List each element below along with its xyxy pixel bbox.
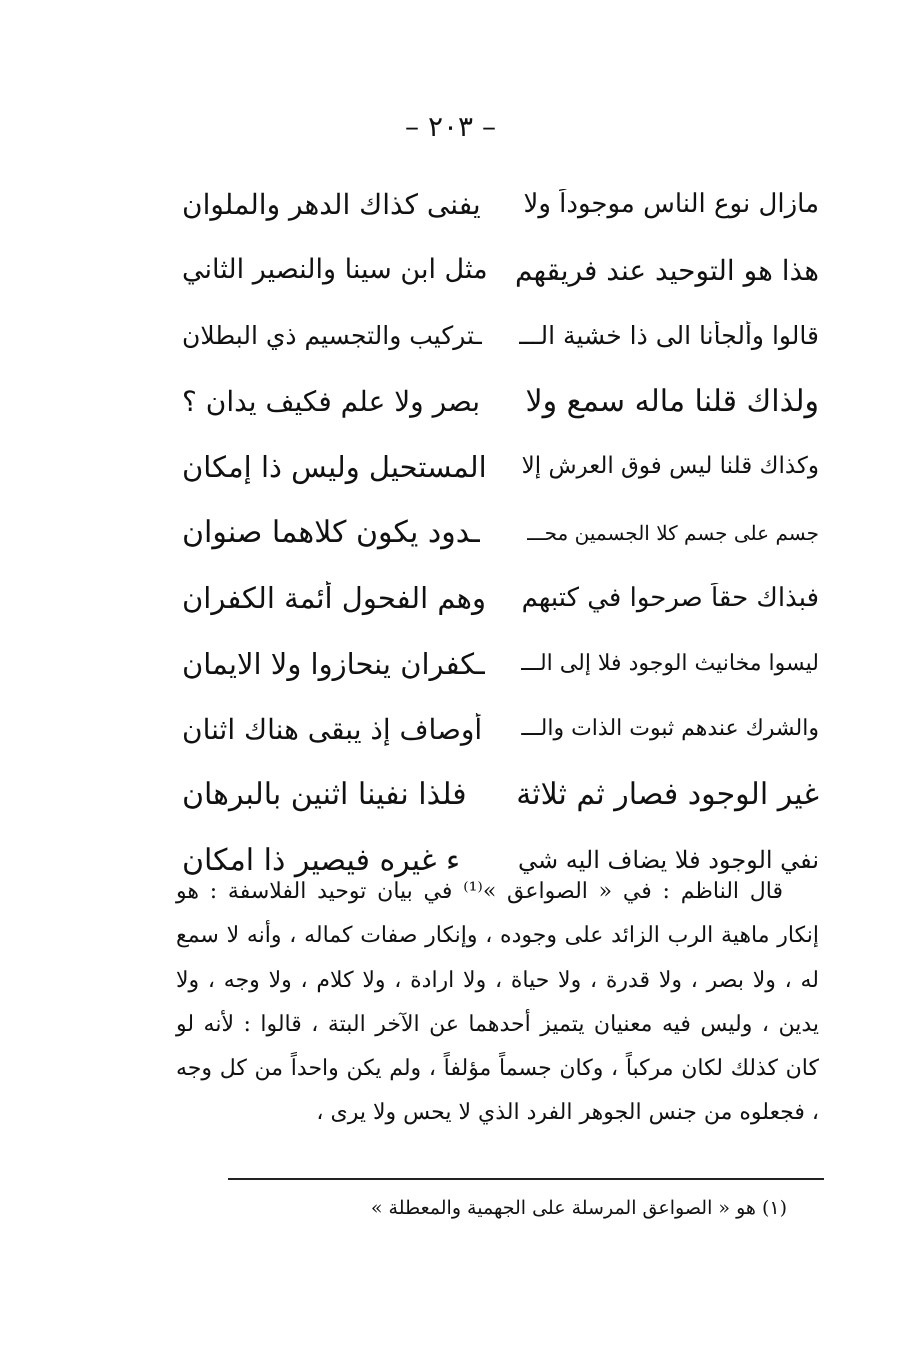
- commentary-text: قال الناظم : في « الصواعق »⁽¹⁾ في بيان توحيد الفلاسفة : هو إنكار ماهية الرب الزائد على وجوده ، وإنكار صفات كماله ، وأنه لا سمع له ، ولا بصر ، ولا قدرة ، ولا حياة ، ولا ارادة ، ولا كلام ، ولا وجه ، ولا يدين ، وليس فيه معنيان يتميز أحدهما عن الآخر البتة ، قالوا : لأنه لو كان كذلك لكان مركباً ، وكان جسماً مؤلفاً ، ولم يكن واحداً من كل وجه ، فجعلوه من جنس الجوهر الفرد الذي لا يحس ولا يرى ،: [176, 879, 819, 1126]
- verse-first-hemistich: هذا هو التوحيد عند فريقهم: [515, 253, 819, 287]
- verse-second-hemistich: ء غيره فيصير ذا امكان: [182, 842, 461, 878]
- verse-line: [182, 238, 819, 304]
- verse-line: [182, 762, 819, 828]
- verse-second-hemistich: ـدود يكون كلاهما صنوان: [182, 514, 481, 550]
- verse-second-hemistich: وهم الفحول أئمة الكفران: [182, 580, 486, 615]
- footnote: (١) هو « الصواعق المرسلة على الجهمية والمعطلة »: [370, 1197, 787, 1219]
- verse-first-hemistich: قالوا وألجأنا الى ذا خشية الـــ: [518, 320, 819, 350]
- verse-first-hemistich: ليسوا مخانيث الوجود فلا إلى الـــ: [520, 650, 819, 676]
- verse-second-hemistich: أوصاف إذ يبقى هناك اثنان: [182, 712, 483, 746]
- verse-second-hemistich: المستحيل وليس ذا إمكان: [182, 449, 487, 484]
- verse-first-hemistich: جسم على جسم كلا الجسمين محـــ: [527, 520, 819, 545]
- footnote-divider: [228, 1178, 824, 1180]
- verse-first-hemistich: نفي الوجود فلا يضاف اليه شي: [518, 846, 819, 875]
- verse-line: [182, 303, 819, 369]
- verse-second-hemistich: بصر ولا علم فكيف يدان ؟: [182, 384, 481, 418]
- verse-line: [182, 172, 819, 238]
- verse-first-hemistich: غير الوجود فصار ثم ثلاثة: [516, 777, 819, 813]
- verse-second-hemistich: ـكفران ينحازوا ولا الايمان: [182, 646, 485, 681]
- verse-line: [182, 631, 819, 697]
- verse-line: [182, 697, 819, 763]
- verse-line: [182, 566, 819, 632]
- verse-first-hemistich: فبذاك حقاً صرحوا في كتبهم: [521, 582, 819, 613]
- verse-first-hemistich: وكذاك قلنا ليس فوق العرش إلا: [521, 453, 819, 480]
- verse-first-hemistich: مازال نوع الناس موجوداً ولا: [523, 189, 819, 220]
- commentary-paragraph: [176, 870, 819, 1136]
- verse-second-hemistich: فلذا نفينا اثنين بالبرهان: [182, 777, 467, 813]
- verse-first-hemistich: والشرك عندهم ثبوت الذات والـــ: [521, 716, 819, 742]
- verse-second-hemistich: ـتركيب والتجسيم ذي البطلان: [182, 320, 482, 350]
- poem: [182, 172, 819, 894]
- verse-first-hemistich: ولذاك قلنا ماله سمع ولا: [525, 383, 819, 419]
- verse-second-hemistich: يفنى كذاك الدهر والملوان: [182, 188, 481, 221]
- verse-line: [182, 500, 819, 566]
- verse-second-hemistich: مثل ابن سينا والنصير الثاني: [182, 254, 488, 286]
- verse-line: [182, 434, 819, 500]
- page-number: – ٢٠٣ –: [405, 110, 496, 143]
- verse-line: [182, 369, 819, 435]
